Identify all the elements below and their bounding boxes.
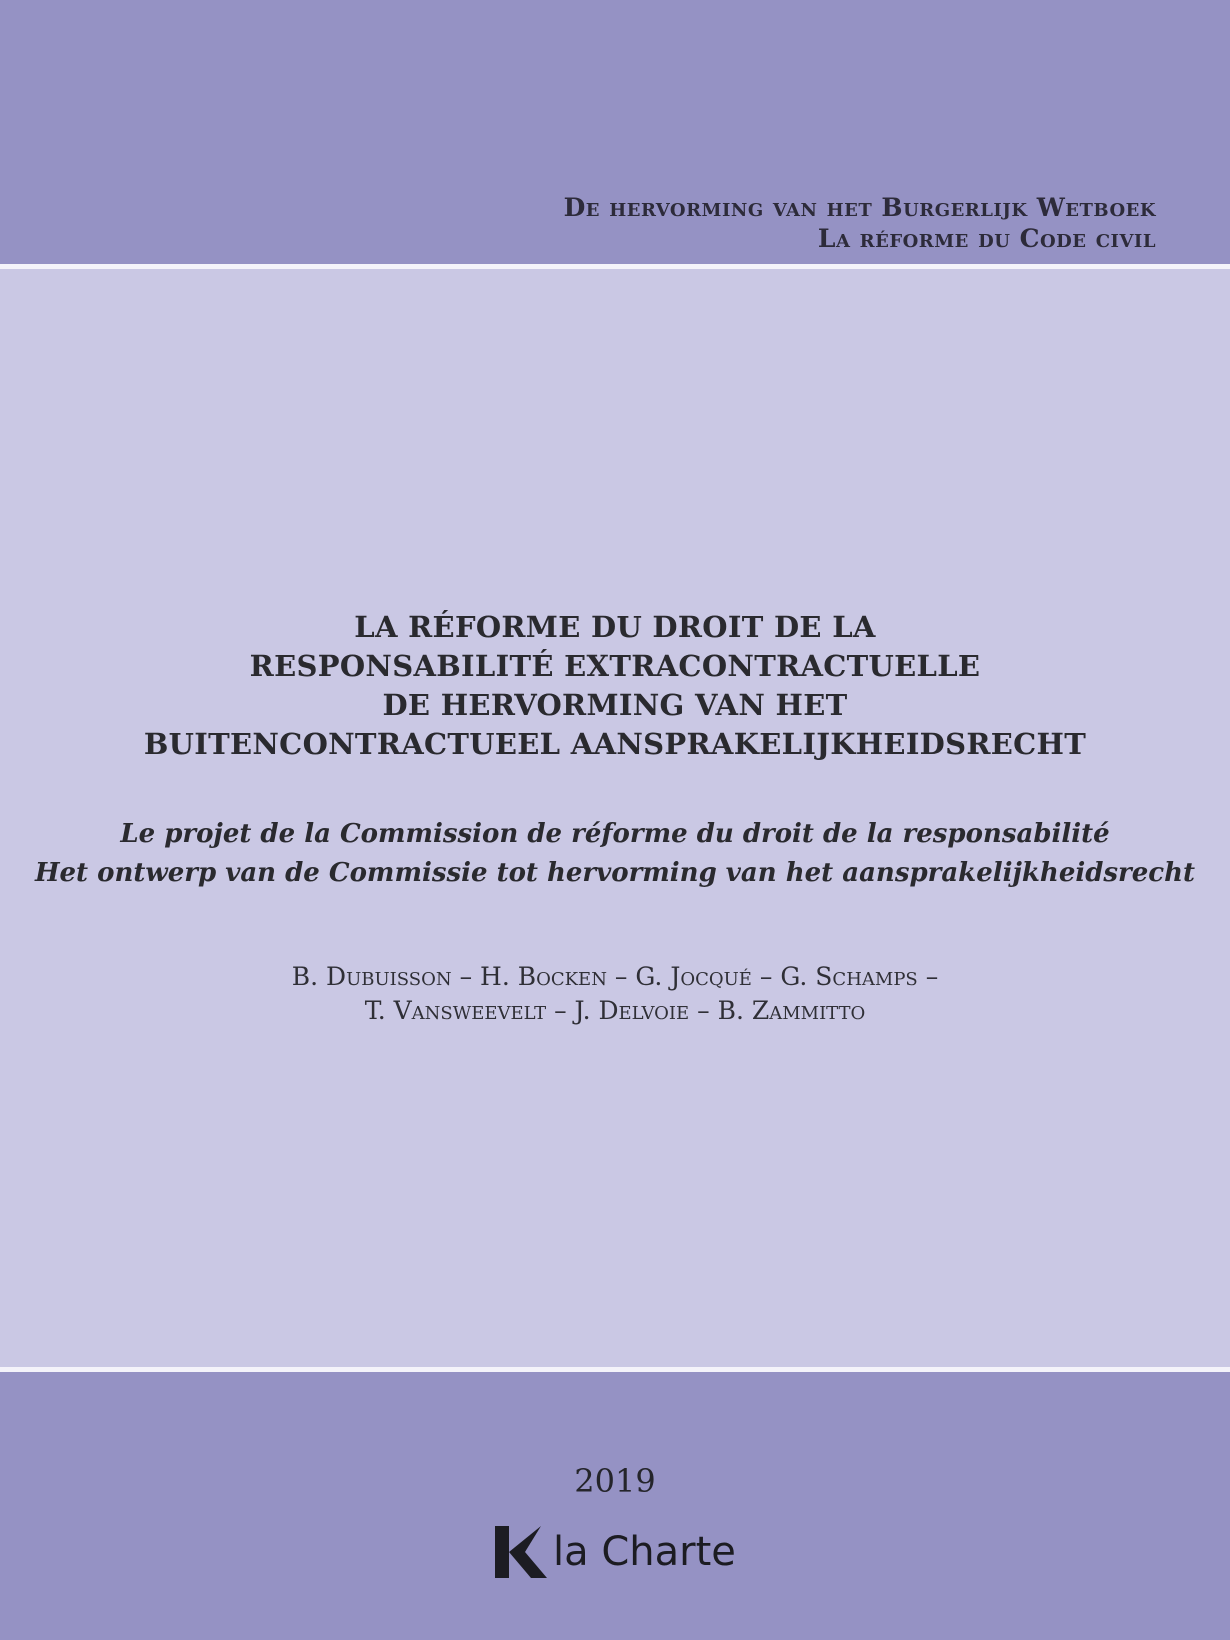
series-title-nl: De hervorming van het Burgerlijk Wetboek (563, 193, 1156, 222)
authors-line: T. Vansweevelt – J. Delvoie – B. Zammitto (364, 996, 866, 1025)
la-charte-logo-icon (495, 1526, 547, 1578)
book-title-line: DE HERVORMING VAN HET (382, 688, 848, 722)
authors-line: B. Dubuisson – H. Bocken – G. Jocqué – G. Schamps – (291, 962, 939, 991)
book-subtitle-fr: Le projet de la Commission de réforme du droit de la responsabilité (120, 819, 1110, 849)
book-title-line: LA RÉFORME DU DROIT DE LA (354, 610, 876, 644)
publisher-logo (495, 1524, 736, 1580)
book-title-line: RESPONSABILITÉ EXTRACONTRACTUELLE (249, 649, 981, 683)
publication-year: 2019 (574, 1462, 656, 1500)
series-title-fr: La réforme du Code civil (817, 224, 1156, 253)
publisher-name: la Charte (553, 1529, 736, 1575)
bottom-band (0, 1372, 1230, 1640)
book-subtitle (0, 815, 1230, 893)
book-subtitle-nl: Het ontwerp van de Commissie tot hervorming van het aansprakelijkheidsrecht (34, 858, 1196, 888)
book-title (0, 608, 1230, 764)
book-title-line: BUITENCONTRACTUEEL AANSPRAKELIJKHEIDSRECHT (143, 727, 1087, 761)
authors (0, 960, 1230, 1028)
series-title (564, 192, 1156, 254)
